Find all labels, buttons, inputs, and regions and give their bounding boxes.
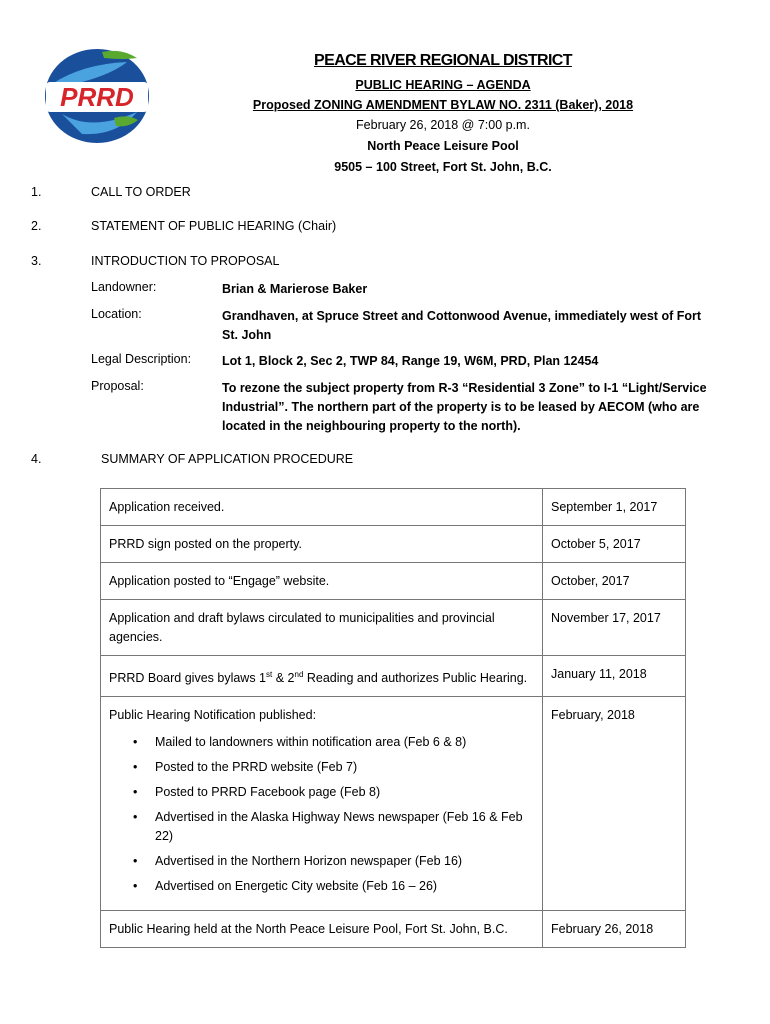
logo-text: PRRD xyxy=(60,82,134,112)
hearing-datetime: February 26, 2018 @ 7:00 p.m. xyxy=(356,118,530,132)
procedure-step xyxy=(101,697,543,911)
superscript-nd: nd xyxy=(294,670,304,679)
agenda-number: 1. xyxy=(31,185,42,199)
agenda-text: INTRODUCTION TO PROPOSAL xyxy=(91,254,280,268)
list-item: • Advertised in the Alaska Highway News newspaper (Feb 16 & Feb 22) xyxy=(155,808,534,846)
procedure-date: February, 2018 xyxy=(543,697,686,911)
field-value: Grandhaven, at Spruce Street and Cottonwood Avenue, immediately west of Fort St. John xyxy=(222,309,702,342)
procedure-step: Public Hearing held at the North Peace Leisure Pool, Fort St. John, B.C. xyxy=(101,911,543,948)
procedure-step: Application and draft bylaws circulated to municipalities and provincial agencies. xyxy=(101,600,543,656)
board-text-post: Reading and authorizes Public Hearing. xyxy=(303,671,528,686)
procedure-date: September 1, 2017 xyxy=(543,489,686,526)
table-row xyxy=(101,489,686,526)
hearing-address: 9505 – 100 Street, Fort St. John, B.C. xyxy=(334,160,552,174)
procedure-step: PRRD sign posted on the property. xyxy=(101,526,543,563)
notification-heading: Public Hearing Notification published: xyxy=(109,708,317,723)
procedure-date: February 26, 2018 xyxy=(543,911,686,948)
procedure-date: October, 2017 xyxy=(543,563,686,600)
document-header xyxy=(230,52,656,177)
agenda-text: STATEMENT OF PUBLIC HEARING (Chair) xyxy=(91,219,337,233)
prrd-logo xyxy=(42,44,152,144)
board-text-mid: & 2 xyxy=(272,671,295,686)
agenda-text: SUMMARY OF APPLICATION PROCEDURE xyxy=(101,452,354,466)
field-label: Landowner: xyxy=(91,280,157,294)
list-item: • Advertised on Energetic City website (Feb 16 – 26) xyxy=(155,877,534,896)
procedure-date: November 17, 2017 xyxy=(543,600,686,656)
agenda-number: 3. xyxy=(31,254,42,268)
bylaw-subtitle: Proposed ZONING AMENDMENT BYLAW NO. 2311 (Baker), 2018 xyxy=(252,98,634,112)
agenda-number: 2. xyxy=(31,219,42,233)
list-item: • Posted to the PRRD website (Feb 7) xyxy=(155,758,534,777)
table-row xyxy=(101,697,686,911)
table-row xyxy=(101,526,686,563)
table-row xyxy=(101,563,686,600)
agenda-text: CALL TO ORDER xyxy=(91,185,191,199)
procedure-table xyxy=(100,488,686,948)
procedure-date: January 11, 2018 xyxy=(543,656,686,697)
field-label: Legal Description: xyxy=(91,352,192,366)
table-row xyxy=(101,600,686,656)
table-row xyxy=(101,656,686,697)
procedure-step: Application received. xyxy=(101,489,543,526)
procedure-step: Application posted to “Engage” website. xyxy=(101,563,543,600)
list-item: • Mailed to landowners within notification area (Feb 6 & 8) xyxy=(155,733,534,752)
board-text-pre: PRRD Board gives bylaws 1 xyxy=(109,671,267,686)
procedure-date: October 5, 2017 xyxy=(543,526,686,563)
hearing-venue: North Peace Leisure Pool xyxy=(367,139,519,153)
field-label: Location: xyxy=(91,307,142,321)
procedure-step xyxy=(101,656,543,697)
org-name: PEACE RIVER REGIONAL DISTRICT xyxy=(314,52,572,69)
table-row xyxy=(101,911,686,948)
list-item: • Posted to PRRD Facebook page (Feb 8) xyxy=(155,783,534,802)
agenda-number: 4. xyxy=(31,452,42,466)
notification-list xyxy=(109,733,534,896)
document-title: PUBLIC HEARING – AGENDA xyxy=(355,78,531,92)
field-value: To rezone the subject property from R-3 “Residential 3 Zone” to I-1 “Light/Service Industrial”. The northern part of the property is to be leased by AECOM (who are located in the neighbouring property to the north). xyxy=(222,381,707,433)
field-label: Proposal: xyxy=(91,379,144,393)
list-item: • Advertised in the Northern Horizon newspaper (Feb 16) xyxy=(155,852,534,871)
superscript-st: st xyxy=(266,670,273,679)
field-value: Brian & Marierose Baker xyxy=(222,282,368,296)
field-value: Lot 1, Block 2, Sec 2, TWP 84, Range 19, W6M, PRD, Plan 12454 xyxy=(222,354,599,368)
